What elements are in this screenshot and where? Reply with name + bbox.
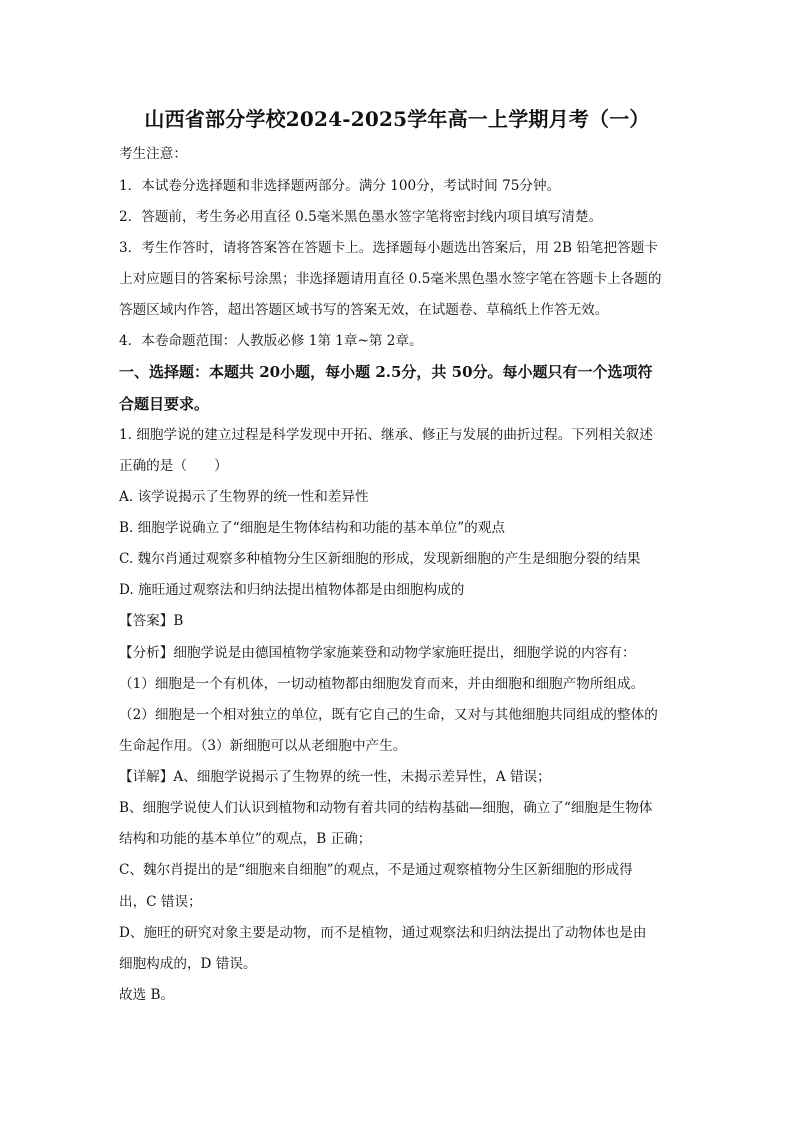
- explanation-line: 细胞构成的，D 错误。: [119, 956, 257, 972]
- explanation-line: 出，C 错误；: [119, 894, 202, 910]
- final-answer: 故选 B。: [119, 987, 175, 1003]
- analysis-line: 生命起作用。（3）新细胞可以从老细胞中产生。: [119, 738, 407, 754]
- option-c: C. 魏尔肖通过观察多种植物分生区新细胞的形成，发现新细胞的产生是细胞分裂的结果: [119, 551, 641, 567]
- option-a: A. 该学说揭示了生物界的统一性和差异性: [119, 489, 369, 505]
- explanation-line: 结构和功能的基本单位”的观点，B 正确；: [119, 831, 372, 847]
- explanation-line: 【详解】A、细胞学说揭示了生物界的统一性，未揭示差异性，A 错误；: [119, 769, 551, 785]
- notice-heading: 考生注意：: [119, 146, 187, 162]
- notice-item-3-cont-1: 上对应题目的答案标号涂黑；非选择题请用直径 0.5毫米黑色墨水签字笔在答题卡上各题的: [119, 271, 662, 287]
- analysis-line: 【分析】细胞学说是由德国植物学家施莱登和动物学家施旺提出，细胞学说的内容有：: [119, 645, 636, 661]
- analysis-line: （2）细胞是一个相对独立的单位，既有它自己的生命，又对与其他细胞共同组成的整体的: [119, 707, 658, 723]
- section-heading-cont: 合题目要求。: [119, 395, 210, 413]
- option-d: D. 施旺通过观察法和归纳法提出植物体都是由细胞构成的: [119, 582, 465, 598]
- section-heading: 一、选择题：本题共 20小题，每小题 2.5分，共 50分。每小题只有一个选项符: [119, 363, 653, 381]
- option-b: B. 细胞学说确立了“细胞是生物体结构和功能的基本单位”的观点: [119, 520, 505, 536]
- question-stem-cont: 正确的是（ ）: [119, 458, 228, 474]
- notice-item-3: 3．考生作答时，请将答案答在答题卡上。选择题每小题选出答案后，用 2B 铅笔把答题卡: [119, 240, 658, 256]
- explanation-line: D、施旺的研究对象主要是动物，而不是植物，通过观察法和归纳法提出了动物体也是由: [119, 925, 647, 941]
- notice-item-1: 1．本试卷分选择题和非选择题两部分。满分 100分，考试时间 75分钟。: [119, 178, 561, 194]
- page-title: 山西省部分学校2024-2025学年高一上学期月考（一）: [144, 107, 650, 131]
- explanation-line: B、细胞学说使人们认识到植物和动物有着共同的结构基础—细胞，确立了“细胞是生物体: [119, 800, 653, 816]
- notice-item-4: 4．本卷命题范围：人教版必修 1第 1章~第 2章。: [119, 333, 423, 349]
- explanation-line: C、魏尔肖提出的是“细胞来自细胞”的观点，不是通过观察植物分生区新细胞的形成得: [119, 862, 633, 878]
- question-stem: 1. 细胞学说的建立过程是科学发现中开拓、继承、修正与发展的曲折过程。下列相关叙述: [119, 427, 653, 443]
- answer: 【答案】B: [119, 613, 184, 629]
- notice-item-2: 2．答题前，考生务必用直径 0.5毫米黑色墨水签字笔将密封线内项目填写清楚。: [119, 209, 603, 225]
- notice-item-3-cont-2: 答题区域内作答，超出答题区域书写的答案无效，在试题卷、草稿纸上作答无效。: [119, 302, 609, 318]
- analysis-line: （1）细胞是一个有机体，一切动植物都由细胞发育而来，并由细胞和细胞产物所组成。: [119, 676, 645, 692]
